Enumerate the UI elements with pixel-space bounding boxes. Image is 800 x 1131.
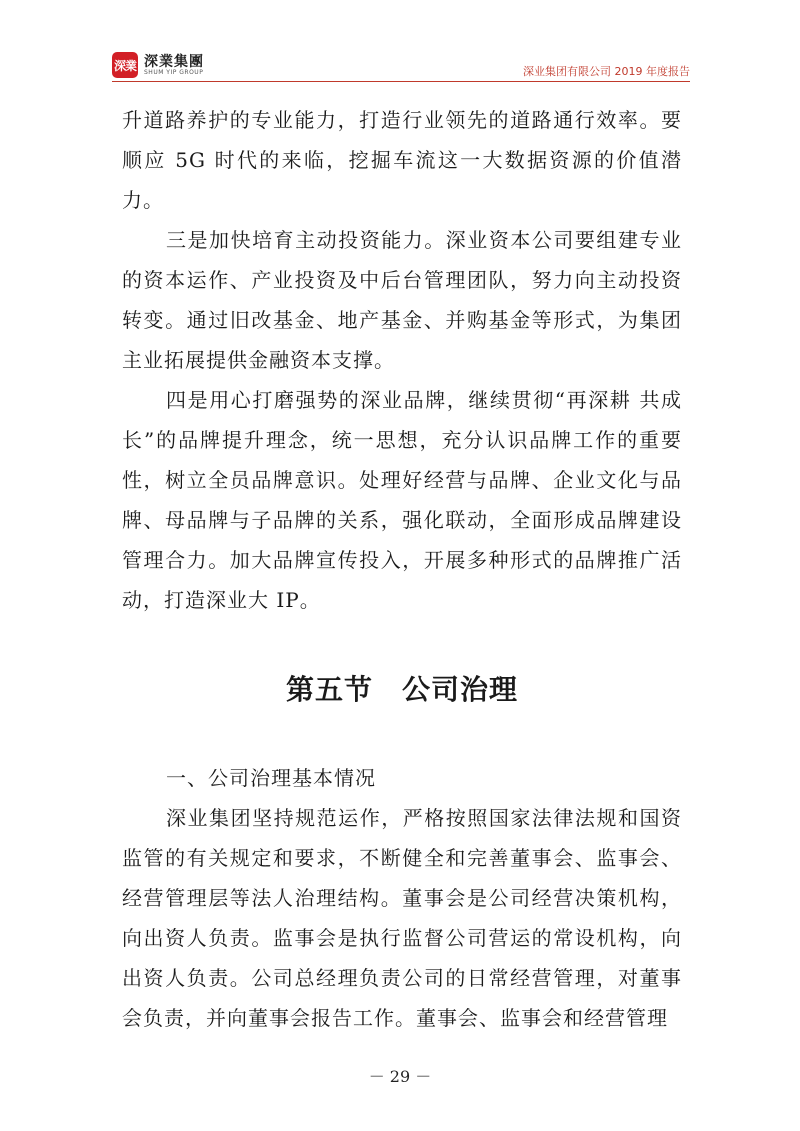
paragraph-continued: 升道路养护的专业能力，打造行业领先的道路通行效率。要顺应 5G 时代的来临，挖掘车流这一大数据资源的价值潜力。	[122, 108, 682, 212]
paragraph-governance: 深业集团坚持规范运作，严格按照国家法律法规和国资监管的有关规定和要求，不断健全和完善董事会、监事会、经营管理层等法人治理结构。董事会是公司经营决策机构，向出资人负责。监事会是执行监督公司营运的常设机构，向出资人负责。公司总经理负责公司的日常经营管理，对董事会负责，并向董事会报告工作。董事会、监事会和经营管理	[122, 806, 682, 1030]
company-logo-name: 深業集團	[144, 54, 204, 70]
page-body	[122, 100, 682, 1038]
page-header	[112, 50, 690, 82]
page-number: － 29 －	[368, 1067, 432, 1086]
header-divider	[112, 81, 690, 82]
company-logo-english: SHUM YIP GROUP	[144, 69, 204, 76]
paragraph-brand: 四是用心打磨强势的深业品牌，继续贯彻“再深耕 共成长”的品牌提升理念，统一思想，充分认识品牌工作的重要性，树立全员品牌意识。处理好经营与品牌、企业文化与品牌、母品牌与子品牌的关系，强化联动，全面形成品牌建设管理合力。加大品牌宣传投入，开展多种形式的品牌推广活动，打造深业大 IP。	[122, 388, 682, 612]
sub-heading: 一、公司治理基本情况	[166, 766, 376, 790]
company-logo-icon: 深業	[112, 52, 138, 78]
paragraph-active-investment: 三是加快培育主动投资能力。深业资本公司要组建专业的资本运作、产业投资及中后台管理团队，努力向主动投资转变。通过旧改基金、地产基金、并购基金等形式，为集团主业拓展提供金融资本支撑。	[122, 228, 682, 372]
report-title: 深业集团有限公司 2019 年度报告	[523, 65, 690, 78]
section-title: 第五节 公司治理	[285, 673, 518, 706]
